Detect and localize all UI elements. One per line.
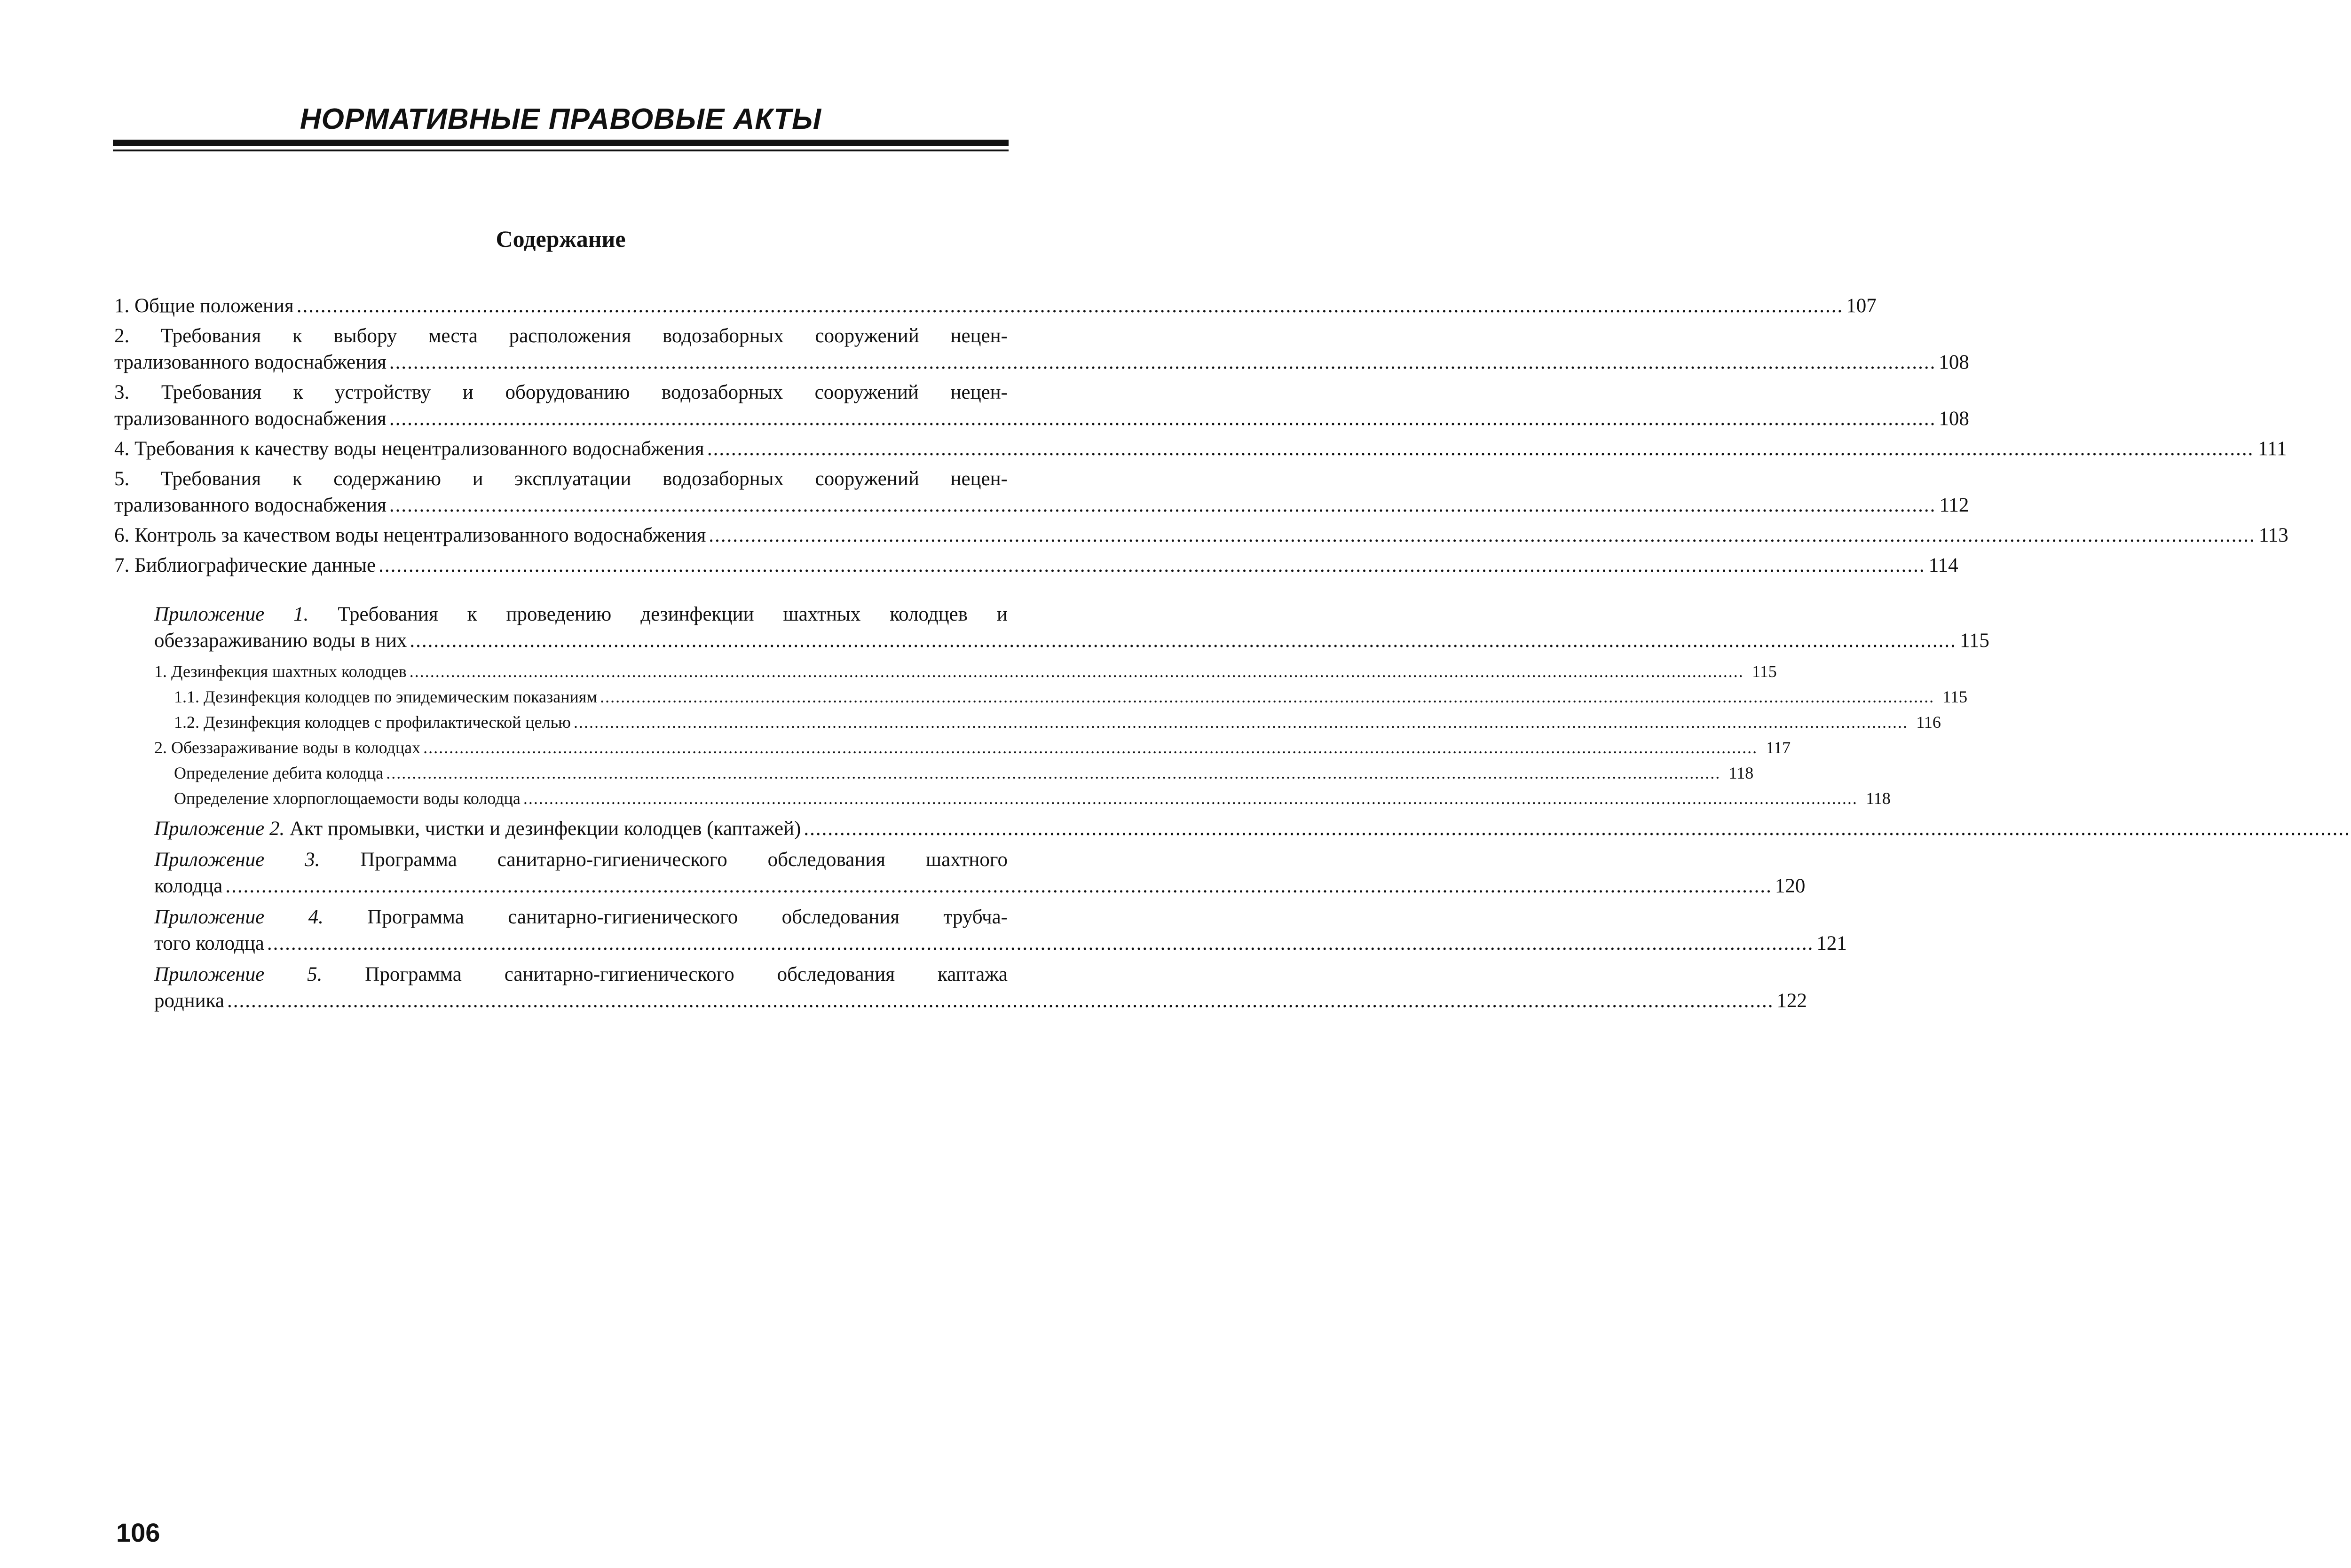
dot-leader: ..................................................................................................................................................................................................................................................................	[379, 554, 1925, 576]
toc-subentry: Определение дебита колодца .................................................................................................................................................................................................................................................................. 118	[174, 760, 1008, 786]
appendix-label: Приложение 1.	[154, 603, 309, 625]
toc-entry-1: 1. Общие положения .................................................................................................................................................................................................................................................................. 107	[114, 293, 1008, 319]
toc-subentry: Определение хлорпоглощаемости воды колодца .................................................................................................................................................................................................................................................................. 118	[174, 786, 1008, 811]
dot-leader: ..................................................................................................................................................................................................................................................................	[386, 764, 1721, 782]
toc-entry-2: 2. Требования к выбору места расположения водозаборных сооружений нецен- трализованного водоснабжения .................................................................................................................................................................................................................................................................. 108	[114, 323, 1008, 376]
dot-leader: ..................................................................................................................................................................................................................................................................	[600, 687, 1935, 706]
toc-appendix-4: Приложение 4. Программа санитарно-гигиенического обследования трубча- того колодца .................................................................................................................................................................................................................................................................. 121	[154, 904, 1008, 957]
toc-page-number: 115	[1942, 687, 1968, 706]
toc-page-number: 111	[2258, 438, 2287, 460]
dot-leader: ..................................................................................................................................................................................................................................................................	[410, 630, 1957, 652]
toc-page-number: 108	[1939, 351, 1969, 373]
dot-leader: ..................................................................................................................................................................................................................................................................	[227, 990, 1774, 1012]
table-of-contents	[114, 293, 2351, 1019]
dot-leader: ..................................................................................................................................................................................................................................................................	[389, 494, 1936, 516]
dot-leader: ..................................................................................................................................................................................................................................................................	[523, 789, 1858, 808]
dot-leader: ..................................................................................................................................................................................................................................................................	[389, 408, 1936, 430]
toc-page-number: 112	[1939, 494, 1969, 516]
toc-page-number: 118	[1728, 764, 1754, 782]
toc-page-number: 120	[1775, 875, 1806, 897]
header-rule-thick	[113, 140, 1009, 146]
toc-page-number: 114	[1928, 554, 1958, 576]
page-number: 106	[116, 1518, 160, 1547]
toc-subentry: 1. Дезинфекция шахтных колодцев .................................................................................................................................................................................................................................................................. 115	[154, 659, 1008, 684]
header-rule-thin	[113, 150, 1009, 151]
dot-leader: ..................................................................................................................................................................................................................................................................	[267, 932, 1814, 954]
toc-page-number: 122	[1776, 990, 1807, 1012]
toc-page-number: 118	[1866, 789, 1891, 808]
toc-appendix-5: Приложение 5. Программа санитарно-гигиенического обследования каптажа родника .................................................................................................................................................................................................................................................................. 122	[154, 961, 1008, 1014]
dot-leader: ..................................................................................................................................................................................................................................................................	[707, 438, 2254, 460]
toc-page-number: 108	[1939, 408, 1969, 430]
toc-page-number: 107	[1846, 295, 1877, 317]
toc-page-number: 121	[1816, 932, 1847, 954]
dot-leader: ..................................................................................................................................................................................................................................................................	[225, 875, 1772, 897]
toc-entry-3: 3. Требования к устройству и оборудованию водозаборных сооружений нецен- трализованного водоснабжения .................................................................................................................................................................................................................................................................. 108	[114, 379, 1008, 432]
toc-page-number: 115	[1960, 630, 1989, 652]
dot-leader: ..................................................................................................................................................................................................................................................................	[389, 351, 1936, 373]
dot-leader: ..................................................................................................................................................................................................................................................................	[409, 662, 1744, 681]
appendix-label: Приложение 5.	[154, 963, 323, 985]
toc-appendix-1: Приложение 1. Требования к проведению дезинфекции шахтных колодцев и обеззараживанию воды в них .................................................................................................................................................................................................................................................................. 115	[154, 601, 1008, 654]
toc-entry-7: 7. Библиографические данные .................................................................................................................................................................................................................................................................. 114	[114, 552, 1008, 579]
toc-subentry: 1.2. Дезинфекция колодцев с профилактической целью .................................................................................................................................................................................................................................................................. 116	[174, 709, 1008, 735]
appendix-label: Приложение 4.	[154, 906, 323, 928]
dot-leader: ..................................................................................................................................................................................................................................................................	[573, 713, 1908, 732]
toc-entry-6: 6. Контроль за качеством воды нецентрализованного водоснабжения .................................................................................................................................................................................................................................................................. 113	[114, 522, 1008, 549]
toc-entry-5: 5. Требования к содержанию и эксплуатации водозаборных сооружений нецен- трализованного водоснабжения .................................................................................................................................................................................................................................................................. 112	[114, 466, 1008, 519]
appendix-label: Приложение 3.	[154, 849, 320, 871]
toc-page-number: 117	[1766, 738, 1791, 757]
toc-entry-4: 4. Требования к качеству воды нецентрализованного водоснабжения .................................................................................................................................................................................................................................................................. 111	[114, 436, 1008, 462]
toc-page-number: 116	[1916, 713, 1941, 732]
toc-appendix-3: Приложение 3. Программа санитарно-гигиенического обследования шахтного колодца .................................................................................................................................................................................................................................................................. 120	[154, 847, 1008, 899]
dot-leader: ..................................................................................................................................................................................................................................................................	[709, 524, 2256, 546]
toc-subentry: 1.1. Дезинфекция колодцев по эпидемическим показаниям .................................................................................................................................................................................................................................................................. 115	[174, 684, 1008, 709]
toc-page-number: 113	[2258, 524, 2288, 546]
toc-subentry: 2. Обеззараживание воды в колодцах .................................................................................................................................................................................................................................................................. 117	[154, 735, 1008, 760]
toc-title: Содержание	[496, 226, 626, 252]
running-header: НОРМАТИВНЫЕ ПРАВОВЫЕ АКТЫ	[300, 103, 822, 135]
dot-leader: ..................................................................................................................................................................................................................................................................	[423, 738, 1758, 757]
dot-leader: ..................................................................................................................................................................................................................................................................	[296, 295, 1844, 317]
appendix-label: Приложение 2.	[154, 818, 285, 840]
toc-page-number: 115	[1752, 662, 1777, 681]
toc-appendix-2: Приложение 2. Акт промывки, чистки и дезинфекции колодцев (каптажей) ..................................................................................................................................................................................................................................................................	[154, 816, 1008, 842]
dot-leader: ..................................................................................................................................................................................................................................................................	[804, 818, 2351, 840]
